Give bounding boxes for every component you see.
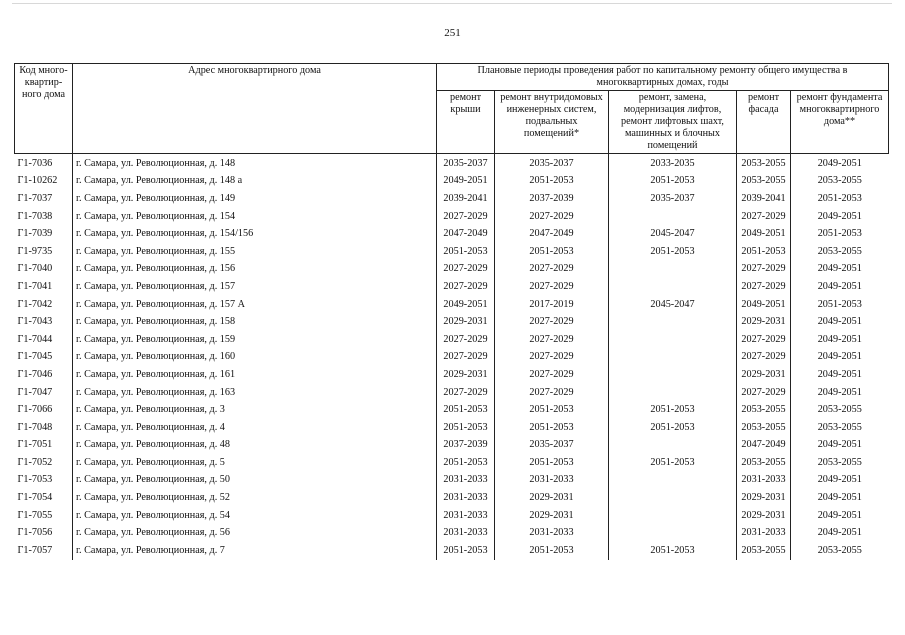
header-roof: ремонт крыши	[437, 91, 495, 154]
cell-foundation: 2049-2051	[791, 384, 889, 402]
cell-roof: 2029-2031	[437, 313, 495, 331]
cell-roof: 2051-2053	[437, 542, 495, 560]
table-row	[15, 524, 889, 542]
cell-code: Г1-7053	[17, 474, 53, 486]
cell-elevators: 2051-2053	[609, 419, 737, 437]
cell-elevators	[609, 331, 737, 349]
header-facade: ремонт фасада	[737, 91, 791, 154]
cell-systems: 2027-2029	[495, 313, 609, 331]
table-row	[15, 225, 889, 243]
cell-address: г. Самара, ул. Революционная, д. 161	[73, 366, 437, 384]
header-code: Код много- квартир- ного дома	[15, 64, 73, 154]
cell-roof: 2027-2029	[437, 349, 495, 367]
cell-code: Г1-7066	[17, 404, 53, 416]
cell-roof: 2051-2053	[437, 401, 495, 419]
cell-foundation: 2053-2055	[791, 542, 889, 560]
cell-facade: 2049-2051	[737, 296, 791, 314]
cell-address: г. Самара, ул. Революционная, д. 52	[73, 489, 437, 507]
capital-repair-table	[14, 63, 889, 560]
table-row	[15, 542, 889, 560]
cell-roof: 2039-2041	[437, 190, 495, 208]
table-row	[15, 489, 889, 507]
cell-foundation: 2049-2051	[791, 208, 889, 226]
cell-elevators	[609, 507, 737, 525]
cell-facade: 2047-2049	[737, 437, 791, 455]
cell-foundation: 2049-2051	[791, 437, 889, 455]
cell-elevators	[609, 349, 737, 367]
cell-facade: 2029-2031	[737, 313, 791, 331]
cell-address: г. Самара, ул. Революционная, д. 149	[73, 190, 437, 208]
cell-facade: 2031-2033	[737, 472, 791, 490]
cell-foundation: 2049-2051	[791, 313, 889, 331]
cell-systems: 2035-2037	[495, 437, 609, 455]
cell-systems: 2029-2031	[495, 489, 609, 507]
cell-foundation: 2053-2055	[791, 173, 889, 191]
cell-facade: 2049-2051	[737, 225, 791, 243]
cell-roof: 2031-2033	[437, 472, 495, 490]
cell-systems: 2017-2019	[495, 296, 609, 314]
cell-elevators	[609, 384, 737, 402]
cell-elevators	[609, 366, 737, 384]
cell-address: г. Самара, ул. Революционная, д. 156	[73, 261, 437, 279]
cell-foundation: 2049-2051	[791, 278, 889, 296]
cell-address: г. Самара, ул. Революционная, д. 154	[73, 208, 437, 226]
cell-roof: 2031-2033	[437, 489, 495, 507]
cell-facade: 2053-2055	[737, 401, 791, 419]
cell-facade: 2027-2029	[737, 384, 791, 402]
cell-code: Г1-7041	[17, 280, 53, 292]
cell-foundation: 2049-2051	[791, 349, 889, 367]
cell-facade: 2029-2031	[737, 489, 791, 507]
cell-address: г. Самара, ул. Революционная, д. 3	[73, 401, 437, 419]
cell-code: Г1-7036	[17, 157, 53, 169]
cell-foundation: 2049-2051	[791, 261, 889, 279]
cell-systems: 2027-2029	[495, 349, 609, 367]
cell-foundation: 2049-2051	[791, 489, 889, 507]
cell-address: г. Самара, ул. Революционная, д. 163	[73, 384, 437, 402]
cell-elevators	[609, 472, 737, 490]
cell-address: г. Самара, ул. Революционная, д. 4	[73, 419, 437, 437]
cell-roof: 2035-2037	[437, 154, 495, 173]
cell-systems: 2027-2029	[495, 208, 609, 226]
cell-elevators	[609, 313, 737, 331]
table-row	[15, 437, 889, 455]
cell-foundation: 2049-2051	[791, 472, 889, 490]
cell-systems: 2035-2037	[495, 154, 609, 173]
cell-roof: 2051-2053	[437, 243, 495, 261]
table-row	[15, 472, 889, 490]
cell-facade: 2027-2029	[737, 208, 791, 226]
table-row	[15, 401, 889, 419]
cell-facade: 2027-2029	[737, 278, 791, 296]
header-elevators: ремонт, замена, модернизация лифтов, ремонт лифтовых шахт, машинных и блочных помещений	[609, 91, 737, 154]
cell-address: г. Самара, ул. Революционная, д. 160	[73, 349, 437, 367]
cell-roof: 2031-2033	[437, 524, 495, 542]
cell-address: г. Самара, ул. Революционная, д. 157	[73, 278, 437, 296]
table-row	[15, 190, 889, 208]
cell-roof: 2051-2053	[437, 419, 495, 437]
cell-roof: 2027-2029	[437, 261, 495, 279]
cell-elevators	[609, 278, 737, 296]
cell-foundation: 2049-2051	[791, 154, 889, 173]
table-row	[15, 349, 889, 367]
cell-address: г. Самара, ул. Революционная, д. 155	[73, 243, 437, 261]
header-address: Адрес многоквартирного дома	[73, 64, 437, 154]
cell-foundation: 2053-2055	[791, 419, 889, 437]
cell-code: Г1-7038	[17, 210, 53, 222]
cell-systems: 2051-2053	[495, 542, 609, 560]
header-periods: Плановые периоды проведения работ по капитальному ремонту общего имущества в многоквартирных домах, годы	[437, 64, 889, 91]
cell-address: г. Самара, ул. Революционная, д. 148 а	[73, 173, 437, 191]
table-row	[15, 366, 889, 384]
cell-elevators: 2051-2053	[609, 173, 737, 191]
cell-code: Г1-7056	[17, 527, 53, 539]
cell-systems: 2051-2053	[495, 243, 609, 261]
cell-elevators: 2051-2053	[609, 401, 737, 419]
cell-systems: 2027-2029	[495, 384, 609, 402]
cell-facade: 2029-2031	[737, 366, 791, 384]
table-row	[15, 261, 889, 279]
cell-code: Г1-7043	[17, 316, 53, 328]
cell-foundation: 2051-2053	[791, 190, 889, 208]
cell-roof: 2027-2029	[437, 384, 495, 402]
cell-facade: 2053-2055	[737, 154, 791, 173]
cell-facade: 2053-2055	[737, 173, 791, 191]
cell-foundation: 2053-2055	[791, 454, 889, 472]
cell-address: г. Самара, ул. Революционная, д. 50	[73, 472, 437, 490]
cell-facade: 2053-2055	[737, 419, 791, 437]
cell-facade: 2039-2041	[737, 190, 791, 208]
cell-facade: 2027-2029	[737, 261, 791, 279]
cell-address: г. Самара, ул. Революционная, д. 154/156	[73, 225, 437, 243]
cell-elevators	[609, 208, 737, 226]
cell-facade: 2027-2029	[737, 349, 791, 367]
table-row	[15, 278, 889, 296]
cell-elevators	[609, 524, 737, 542]
cell-address: г. Самара, ул. Революционная, д. 5	[73, 454, 437, 472]
cell-systems: 2031-2033	[495, 524, 609, 542]
cell-code: Г1-7047	[17, 386, 53, 398]
cell-roof: 2049-2051	[437, 173, 495, 191]
cell-systems: 2051-2053	[495, 401, 609, 419]
cell-foundation: 2049-2051	[791, 366, 889, 384]
cell-facade: 2031-2033	[737, 524, 791, 542]
cell-foundation: 2051-2053	[791, 225, 889, 243]
page-top-rule	[12, 3, 892, 4]
cell-elevators: 2051-2053	[609, 542, 737, 560]
cell-code: Г1-7051	[17, 439, 53, 451]
cell-systems: 2051-2053	[495, 454, 609, 472]
cell-elevators	[609, 489, 737, 507]
cell-code: Г1-9735	[17, 245, 53, 257]
cell-facade: 2053-2055	[737, 454, 791, 472]
cell-code: Г1-7040	[17, 263, 53, 275]
cell-elevators: 2033-2035	[609, 154, 737, 173]
cell-elevators	[609, 437, 737, 455]
table-row	[15, 384, 889, 402]
table-row	[15, 208, 889, 226]
cell-systems: 2027-2029	[495, 366, 609, 384]
header-systems: ремонт внутридомовых инженерных систем, подвальных помещений*	[495, 91, 609, 154]
cell-foundation: 2049-2051	[791, 524, 889, 542]
table-row	[15, 154, 889, 173]
cell-code: Г1-7044	[17, 333, 53, 345]
cell-systems: 2047-2049	[495, 225, 609, 243]
cell-code: Г1-7045	[17, 351, 53, 363]
cell-address: г. Самара, ул. Революционная, д. 7	[73, 542, 437, 560]
cell-code: Г1-7048	[17, 421, 53, 433]
cell-elevators: 2051-2053	[609, 243, 737, 261]
cell-code: Г1-7052	[17, 456, 53, 468]
cell-systems: 2027-2029	[495, 261, 609, 279]
cell-systems: 2037-2039	[495, 190, 609, 208]
cell-roof: 2047-2049	[437, 225, 495, 243]
cell-facade: 2029-2031	[737, 507, 791, 525]
cell-address: г. Самара, ул. Революционная, д. 148	[73, 154, 437, 173]
cell-roof: 2037-2039	[437, 437, 495, 455]
table-row	[15, 507, 889, 525]
cell-foundation: 2053-2055	[791, 401, 889, 419]
cell-code: Г1-7039	[17, 228, 53, 240]
cell-systems: 2051-2053	[495, 419, 609, 437]
cell-roof: 2031-2033	[437, 507, 495, 525]
cell-roof: 2049-2051	[437, 296, 495, 314]
cell-systems: 2051-2053	[495, 173, 609, 191]
table-row	[15, 296, 889, 314]
table-row	[15, 419, 889, 437]
cell-address: г. Самара, ул. Революционная, д. 158	[73, 313, 437, 331]
cell-code: Г1-10262	[17, 175, 58, 187]
cell-code: Г1-7054	[17, 492, 53, 504]
cell-address: г. Самара, ул. Революционная, д. 54	[73, 507, 437, 525]
cell-roof: 2051-2053	[437, 454, 495, 472]
cell-facade: 2051-2053	[737, 243, 791, 261]
table-row	[15, 243, 889, 261]
cell-foundation: 2053-2055	[791, 243, 889, 261]
page-number: 251	[444, 27, 461, 39]
cell-code: Г1-7046	[17, 368, 53, 380]
table-row	[15, 331, 889, 349]
cell-roof: 2027-2029	[437, 278, 495, 296]
header-foundation: ремонт фундамента многоквартирного дома**	[791, 91, 889, 154]
cell-roof: 2027-2029	[437, 331, 495, 349]
cell-elevators	[609, 261, 737, 279]
cell-systems: 2027-2029	[495, 278, 609, 296]
cell-elevators: 2045-2047	[609, 296, 737, 314]
cell-address: г. Самара, ул. Революционная, д. 56	[73, 524, 437, 542]
cell-code: Г1-7042	[17, 298, 53, 310]
cell-code: Г1-7037	[17, 192, 53, 204]
cell-code: Г1-7057	[17, 544, 53, 556]
header-row-1	[15, 64, 889, 91]
cell-roof: 2027-2029	[437, 208, 495, 226]
cell-address: г. Самара, ул. Революционная, д. 48	[73, 437, 437, 455]
cell-systems: 2027-2029	[495, 331, 609, 349]
cell-code: Г1-7055	[17, 509, 53, 521]
cell-roof: 2029-2031	[437, 366, 495, 384]
cell-facade: 2053-2055	[737, 542, 791, 560]
cell-address: г. Самара, ул. Революционная, д. 159	[73, 331, 437, 349]
cell-systems: 2029-2031	[495, 507, 609, 525]
table-row	[15, 313, 889, 331]
cell-foundation: 2049-2051	[791, 507, 889, 525]
cell-facade: 2027-2029	[737, 331, 791, 349]
cell-elevators: 2035-2037	[609, 190, 737, 208]
cell-foundation: 2051-2053	[791, 296, 889, 314]
table-row	[15, 173, 889, 191]
cell-systems: 2031-2033	[495, 472, 609, 490]
table-row	[15, 454, 889, 472]
cell-elevators: 2045-2047	[609, 225, 737, 243]
cell-elevators: 2051-2053	[609, 454, 737, 472]
cell-foundation: 2049-2051	[791, 331, 889, 349]
table-body	[15, 154, 889, 560]
cell-address: г. Самара, ул. Революционная, д. 157 А	[73, 296, 437, 314]
